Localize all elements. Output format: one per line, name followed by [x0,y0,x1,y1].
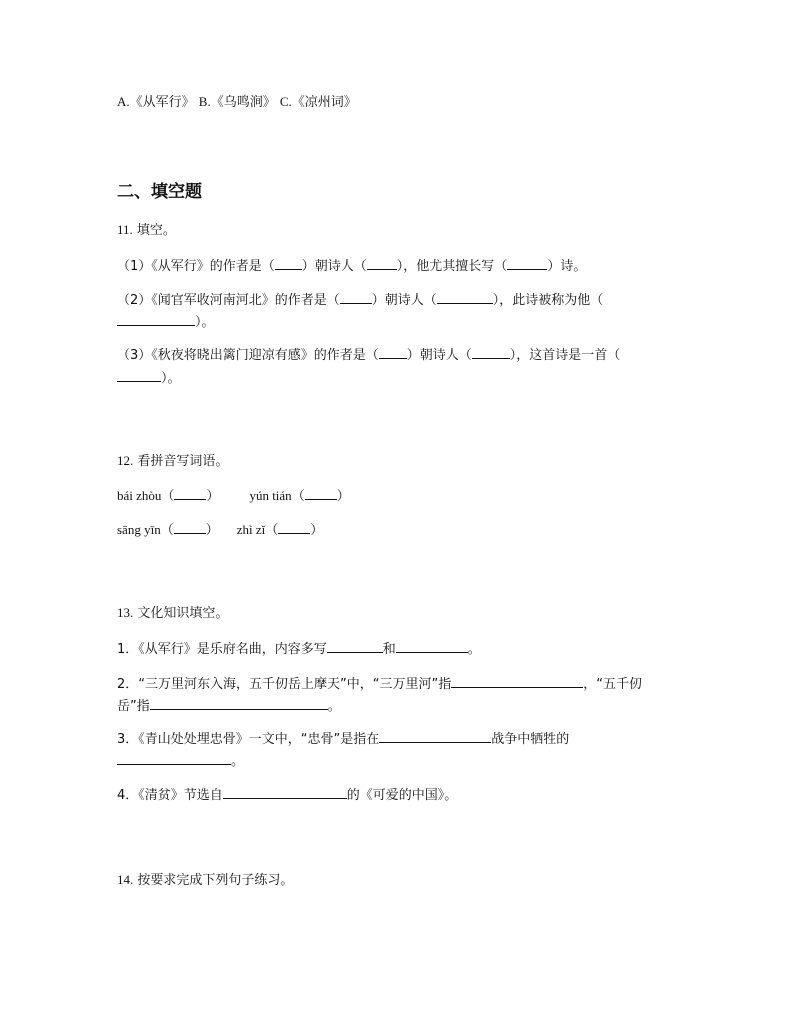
q11-item-2-cont [117,312,215,332]
answer-blank[interactable] [275,256,302,270]
q12-row-2 [117,520,323,540]
q11-item-3 [117,345,620,365]
section-title: 二、填空题 [117,182,202,202]
answer-blank[interactable] [507,256,547,270]
pinyin-label: bái zhòu [117,488,162,503]
q12-row-1 [117,486,350,506]
answer-blank[interactable] [305,486,337,500]
q11-item3-text-4: ）。 [161,371,181,386]
q12-title [117,452,228,471]
answer-blank[interactable] [278,520,310,534]
answer-blank[interactable] [174,486,206,500]
option-c-letter: C. [279,94,292,109]
answer-blank[interactable] [117,368,161,382]
paren-close: ） [205,523,219,538]
q13-item3-text-3: 。 [231,754,245,769]
paren-close: ） [310,523,324,538]
q11-item2-text-1: （2）《闻官军收河南河北》的作者是（ [117,293,340,308]
q11-item3-text-2: ）朝诗人（ [406,348,472,363]
q13-item-3-cont [117,751,244,771]
q12-number: 12. [117,453,134,468]
q11-item-1 [117,256,586,276]
q13-title [117,604,228,623]
q11-item2-text-3: ），此诗被称为他（ [492,293,604,308]
answer-blank[interactable] [223,785,347,799]
answer-blank[interactable] [117,312,195,326]
q12-title-text: 看拼音写词语。 [137,454,229,469]
q13-item3-text-2: 战争中牺牲的 [491,732,570,747]
q11-item1-text-1: （1）《从军行》的作者是（ [117,259,275,274]
options-line [117,93,357,112]
answer-blank[interactable] [472,345,510,359]
q11-title [117,221,176,240]
option-a-text: 《从军行》 [129,95,195,110]
q11-item2-text-4: ）。 [195,315,215,330]
answer-blank[interactable] [437,290,493,304]
q13-item2-text-3: 岳”指 [117,699,150,714]
option-b-letter: B. [198,94,211,109]
paren-open: （ [291,489,305,504]
q13-item1-text-2: 和 [382,642,396,657]
answer-blank[interactable] [367,256,397,270]
q11-title-text: 填空。 [136,223,176,238]
q13-item4-text-2: 的《可爱的中国》。 [346,788,458,803]
answer-blank[interactable] [396,639,468,653]
q13-item4-text-1: 4．《清贫》节选自 [117,788,223,803]
paren-open: （ [160,523,174,538]
paren-close: ） [336,489,350,504]
q11-number: 11. [117,222,133,237]
q13-item-2 [117,674,642,694]
q14-title-text: 按要求完成下列句子练习。 [137,873,294,888]
pinyin-label: zhì zǐ [236,522,266,537]
option-a-letter: A. [117,94,130,109]
q11-item1-text-4: ）诗。 [547,259,587,274]
q13-number: 13. [117,605,134,620]
pinyin-label: yún tián [249,488,292,503]
q13-item2-text-1: 2．“三万里河东入海，五千仞岳上摩天”中，“三万里河”指 [117,677,452,692]
q13-item2-text-4: 。 [327,699,341,714]
option-c-text: 《凉州词》 [291,95,357,110]
q13-item-4 [117,785,457,805]
q13-item1-text-1: 1．《从军行》是乐府名曲，内容多写 [117,642,327,657]
answer-blank[interactable] [379,345,407,359]
q11-item2-text-2: ）朝诗人（ [371,293,437,308]
answer-blank[interactable] [117,751,231,765]
option-b-text: 《乌鸣涧》 [210,95,276,110]
q14-number: 14. [117,872,134,887]
q11-item1-text-3: ），他尤其擅长写（ [396,259,508,274]
q13-item1-text-3: 。 [467,642,481,657]
q11-item3-text-3: ），这首诗是一首（ [509,348,621,363]
paren-close: ） [206,489,220,504]
q14-title [117,871,293,890]
answer-blank[interactable] [340,290,372,304]
q11-item-2 [117,290,603,310]
answer-blank[interactable] [174,520,206,534]
q11-item1-text-2: ）朝诗人（ [301,259,367,274]
answer-blank[interactable] [379,729,491,743]
q13-item2-text-2: ，“五千仞 [583,677,642,692]
q13-title-text: 文化知识填空。 [137,606,229,621]
q13-item-1 [117,639,481,659]
q11-item3-text-1: （3）《秋夜将晓出篱门迎凉有感》的作者是（ [117,348,379,363]
q13-item-2-cont [117,696,341,716]
answer-blank[interactable] [327,639,383,653]
paren-open: （ [265,523,279,538]
q13-item-3 [117,729,569,749]
answer-blank[interactable] [451,674,583,688]
q11-item-3-cont [117,368,181,388]
q13-item3-text-1: 3．《青山处处埋忠骨》一文中，“忠骨”是指在 [117,732,380,747]
answer-blank[interactable] [150,696,328,710]
pinyin-label: sāng yīn [117,522,161,537]
paren-open: （ [161,489,175,504]
